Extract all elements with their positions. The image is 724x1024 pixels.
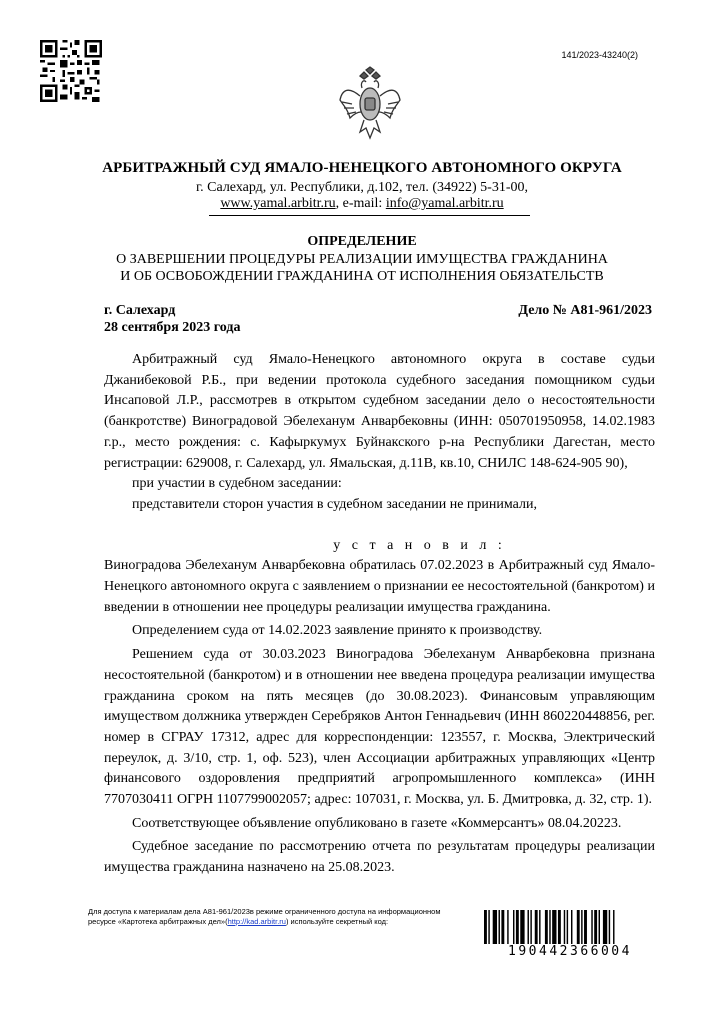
kad-link[interactable]: http://kad.arbitr.ru [227, 917, 286, 926]
paragraph: Судебное заседание по рассмотрению отчета по результатам процедуры реализации имущества гражданина назначено на 25.08.2023. [104, 839, 655, 876]
representatives-line: представители сторон участия в судебном заседании не принимали, [132, 496, 537, 512]
paragraph: Виноградова Эбелеханум Анварбековна обратилась 07.02.2023 в Арбитражный суд Ямало-Ненецкого автономного округа с заявлением о признании ее несостоятельной (банкротом) и введении в отношении нее процедуры реализации имущества гражданина. [104, 558, 655, 615]
paragraph: Определением суда от 14.02.2023 заявление принято к производству. [132, 623, 543, 639]
qr-code [40, 40, 102, 102]
paragraph: Соответствующее объявление опубликовано в газете «Коммерсантъ» 08.04.20223. [132, 815, 622, 831]
access-note-text: Для доступа к материалам дела А81-961/2023в режиме ограниченного доступа на информационном ресурсе «Картотека арбитражных дел»( [88, 907, 441, 926]
access-note-suffix: ) используйте секретный код: [285, 917, 389, 926]
document-body [104, 350, 655, 879]
court-website-link[interactable]: www.yamal.arbitr.ru [220, 196, 336, 211]
email-label: , e-mail: [335, 196, 386, 211]
court-email-link[interactable]: info@yamal.arbitr.ru [385, 196, 504, 211]
access-note [88, 907, 468, 927]
document-subtitle-line2: И ОБ ОСВОБОЖДЕНИИ ГРАЖДАНИНА ОТ ИСПОЛНЕНИЯ ОБЯЗАТЕЛЬСТВ [120, 269, 604, 284]
header-divider [209, 215, 530, 216]
court-address: г. Салехард, ул. Республики, д.102, тел. (34922) 5-31-00, [195, 180, 528, 195]
document-title: ОПРЕДЕЛЕНИЕ [307, 234, 417, 249]
paragraph: Решением суда от 30.03.2023 Виноградова Эбелеханум Анварбековна признана несостоятельной (банкротом) и в отношении нее введена процедура реализации имущества гражданина сроком на пять месяцев (до 30.08.2023). Финансовым управляющим имуществом должника утвержден Серебряков Антон Геннадьевич (ИНН 860220448856, рег. номер в СГРАУ 17312, адрес для корреспонденции: 123557, г. Москва, Электрический переулок, д. 3/10, стр. 1, оф. 523), член Ассоциации арбитражных управляющих «Центр финансового оздоровления предприятий агропромышленного комплекса» (ИНН 7707030411 ОГРН 1107799002057; адрес: 107031, г. Москва, ул. Б. Дмитровка, д. 32, стр. 1). [104, 647, 655, 808]
case-number: Дело № А81-961/2023 [518, 303, 652, 318]
document-id: 141/2023-43240(2) [561, 50, 638, 60]
court-name: АРБИТРАЖНЫЙ СУД ЯМАЛО-НЕНЕЦКОГО АВТОНОМНОГО ОКРУГА [102, 160, 622, 176]
established-heading: у с т а н о в и л : [333, 537, 506, 553]
participation-line: при участии в судебном заседании: [132, 476, 342, 492]
city: г. Салехард [104, 303, 176, 318]
intro-paragraph: Арбитражный суд Ямало-Ненецкого автономного округа в составе судьи Джанибековой Р.Б., при ведении протокола судебного заседания помощником судьи Инсаповой Л.Р., рассмотрев в открытом судебном заседании дело о несостоятельности (банкротстве) Виноградовой Эбелеханум Анварбековны (ИНН: 050701950958, 14.02.1983 г.р., место рождения: с. Кафыркумух Буйнакского р-на Республики Дагестан, место регистрации: 629008, г. Салехард, ул. Ямальская, д.11В, кв.10, СНИЛС 148-624-905 90), [104, 352, 655, 471]
decision-date: 28 сентября 2023 года [104, 320, 241, 335]
barcode-number: 190442366004 [484, 944, 656, 959]
coat-of-arms-icon [338, 66, 402, 146]
court-contacts [0, 196, 724, 212]
document-subtitle-line1: О ЗАВЕРШЕНИИ ПРОЦЕДУРЫ РЕАЛИЗАЦИИ ИМУЩЕСТВА ГРАЖДАНИНА [116, 252, 608, 267]
